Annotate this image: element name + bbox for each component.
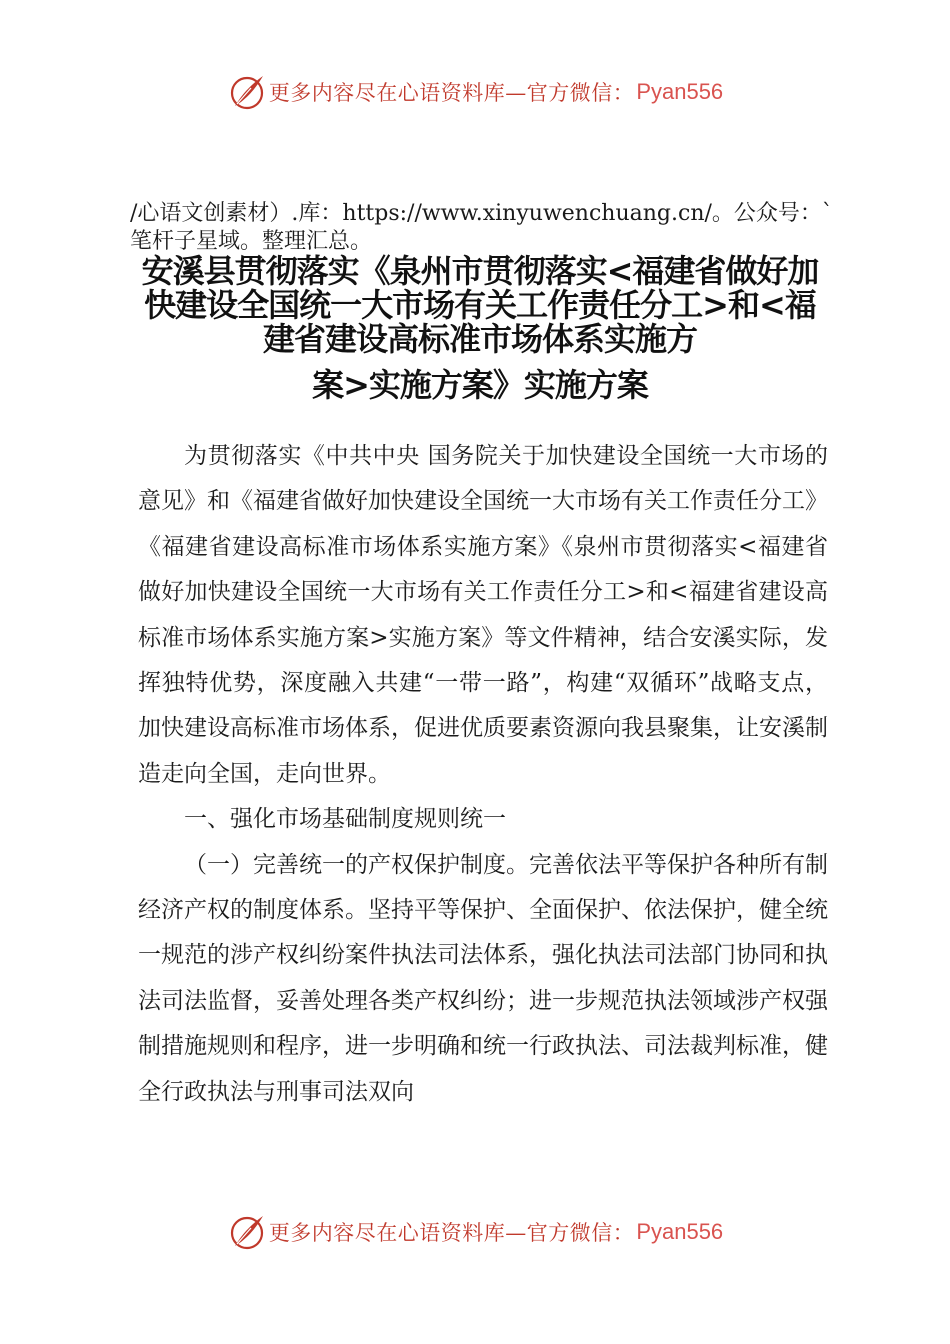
banner-text: 更多内容尽在心语资料库—官方微信：	[268, 81, 635, 105]
section-heading-1: 一、强化市场基础制度规则统一	[184, 806, 506, 833]
paragraph-property-rights: （一）完善统一的产权保护制度。完善依法平等保护各种所有制经济产权的制度体系。坚持平等保护、全面保护、依法保护，健全统一规范的涉产权纠纷案件执法司法体系，强化执法司法部门协同和执法司法监督，妥善处理各类产权纠纷；进一步规范执法领域涉产权强制措施规则和程序，进一步明确和统一行政执法、司法裁判标准，健全行政执法与刑事司法双向	[138, 851, 828, 1105]
title-main-lines: 安溪县贯彻落实《泉州市贯彻落实<福建省做好加快建设全国统一大市场有关工作责任分工>和<福建省建设高标准市场体系实施方	[141, 252, 819, 358]
banner-wechat-id: Pyan556	[636, 79, 724, 104]
document-title	[130, 254, 830, 402]
document-body	[138, 434, 828, 1115]
banner-wechat-id: Pyan556	[636, 1219, 724, 1244]
quill-pen-logo-icon	[227, 1212, 267, 1252]
paragraph-intro: 为贯彻落实《中共中央 国务院关于加快建设全国统一大市场的意见》和《福建省做好加快建设全国统一大市场有关工作责任分工》《福建省建设高标准市场体系实施方案》《泉州市贯彻落实<福建省做好加快建设全国统一大市场有关工作责任分工>和<福建省建设高标准市场体系实施方案>实施方案》等文件精神，结合安溪实际，发挥独特优势，深度融入共建“一带一路”，构建“双循环”战略支点，加快建设高标准市场体系，促进优质要素资源向我县聚集，让安溪制造走向全国，走向世界。	[138, 443, 828, 787]
banner-text: 更多内容尽在心语资料库—官方微信：	[268, 1221, 635, 1245]
quill-pen-logo-icon	[227, 72, 267, 112]
title-last-line: 案>实施方案》实施方案	[312, 366, 648, 404]
source-note: /心语文创素材）.库：https://www.xinyuwenchuang.cn/。公众号：`笔杆子星域。整理汇总。	[130, 201, 833, 254]
header-banner	[0, 70, 950, 114]
footer-banner	[0, 1210, 950, 1254]
